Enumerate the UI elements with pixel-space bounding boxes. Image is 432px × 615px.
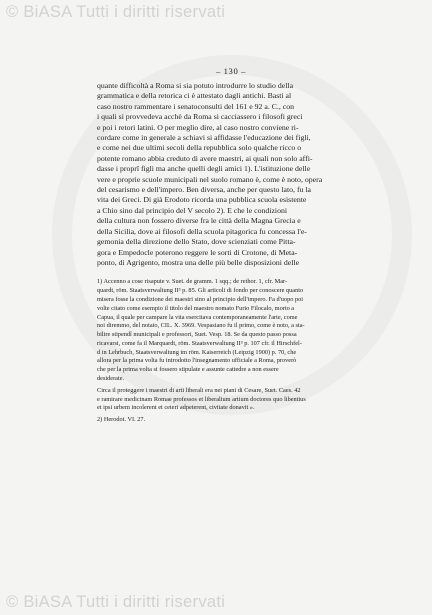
- footnote-line: Capua, il quale per campare la vita esercitava contemporaneamente l'arte, come: [97, 313, 298, 321]
- page-number: – 130 –: [216, 66, 246, 76]
- footnote-line: volte citato come esempio il titolo del maestro nomato Furio Filocalo, morto a: [97, 304, 295, 312]
- text-line: vita dei Greci. Di già Erodoto ricorda una pubblica scuola esistente: [97, 195, 307, 205]
- text-line: della cultura non fossero diverse fra le città della Magna Grecia e: [97, 216, 301, 226]
- text-line: e poi i retori latini. O per meglio dire, al caso nostro conviene ri-: [97, 122, 299, 132]
- footnote-line: bilire stipendî municipali e professori, Suet. Vesp. 18. Se da questo passo possa: [97, 331, 297, 339]
- text-line: a Chio sino dal principio del V secolo 2). E che le condizioni: [97, 205, 288, 215]
- footnote-line: 2) Herodot. VI. 27.: [97, 416, 146, 424]
- text-line: vere e proprie scuole municipali nel suolo romano è, come è noto, opera: [97, 174, 323, 184]
- footnote-line: desiderate.: [97, 375, 125, 383]
- footnote-line: quardt, röm. Staatsverwaltung II³ p. 85. Gli articoli di fondo per conoscere quanto: [97, 287, 304, 295]
- text-line: i quali si provvedeva acchè da Roma si cacciassero i filosofi greci: [97, 112, 303, 122]
- footnote-line: ricavarsi, come fa il Marquardt, röm. Staatsverwaltung II³ p. 107 cfr. il Hirschfel-: [97, 339, 302, 347]
- watermark-top: © BiASA Tutti i diritti riservati: [6, 3, 226, 21]
- text-line: quante difficoltà a Roma si sia potuto introdurre lo studio della: [97, 81, 294, 90]
- text-line: dasse i proprî figli ma anche quelli degli amici 1). L'istituzione delle: [97, 164, 311, 174]
- page-content: [97, 66, 365, 425]
- watermark-bottom: © BiASA Tutti i diritti riservati: [6, 593, 226, 611]
- text-line: caso nostro rammentare i senatoconsulti del 161 e 92 a. C., con: [97, 101, 295, 111]
- text-line: grammatica e della retorica ci è attestato dagli antichi. Basti al: [97, 91, 292, 101]
- text-line: del cesarismo e dell'impero. Ben diversa, anche per questo lato, fu la: [97, 185, 312, 195]
- footnote-line: d in Lehrbuch, Staatsverwaltung im röm. Kaiserreich (Leipzig 1900) p. 70, che: [97, 348, 297, 356]
- footnote-line: 1) Accenno a cose risapute v. Suet. de gramm. 1 sqq.; de rethor. 1, cfr. Mar-: [97, 278, 288, 286]
- footnote-line: che per la prima volta si fossero stipulate e assunte cattedre a non essere: [97, 366, 279, 374]
- footnotes: [97, 278, 365, 425]
- footnote-line: allora per la prima volta fu introdotto l'insegnamento ufficiale a Roma, proverò: [97, 357, 297, 365]
- text-line: ponto, di Agrigento, mostra una delle più belle disposizioni delle: [97, 257, 300, 267]
- footnote-line: misera fosse la condizione dei maestri sino al principio dell'impero. Fa d'uopo poi: [97, 295, 303, 303]
- text-line: gora e Empedocle poterono reggere le sorti di Crotone, di Meta-: [97, 247, 298, 257]
- text-line: e come nei due ultimi secoli della repubblica solo qualche ricco o: [97, 143, 302, 153]
- main-text: [97, 81, 365, 268]
- footnote-line: et ipsi urbem incolerent et ceteri adpeterent, civitate donavit ».: [97, 404, 255, 412]
- footnote-line: Circa il proteggere i maestri di arti liberali era nei piani di Cesare, Suet. Caes. 42: [97, 386, 301, 394]
- footnote-line: e ramirare medicinam Romae professos et liberalium artium doctores quo libentius: [97, 395, 306, 403]
- text-line: della Sicilia, dove ai filosofi della scuola pitagorica fu concessa l'e-: [97, 226, 307, 236]
- footnote-line: noi diremmo, del notaio, CIL. X. 3969. Vespasiano fu il primo, come è noto, a sta-: [97, 322, 305, 330]
- text-line: potente romano abbia creduto di avere maestri, ai quali non solo affi-: [97, 153, 313, 163]
- text-line: cordare come in generale a schiavi si affidasse l'educazione dei figli,: [97, 133, 311, 143]
- text-line: gemonia della direzione dello Stato, dove scienziati come Pitta-: [97, 237, 296, 247]
